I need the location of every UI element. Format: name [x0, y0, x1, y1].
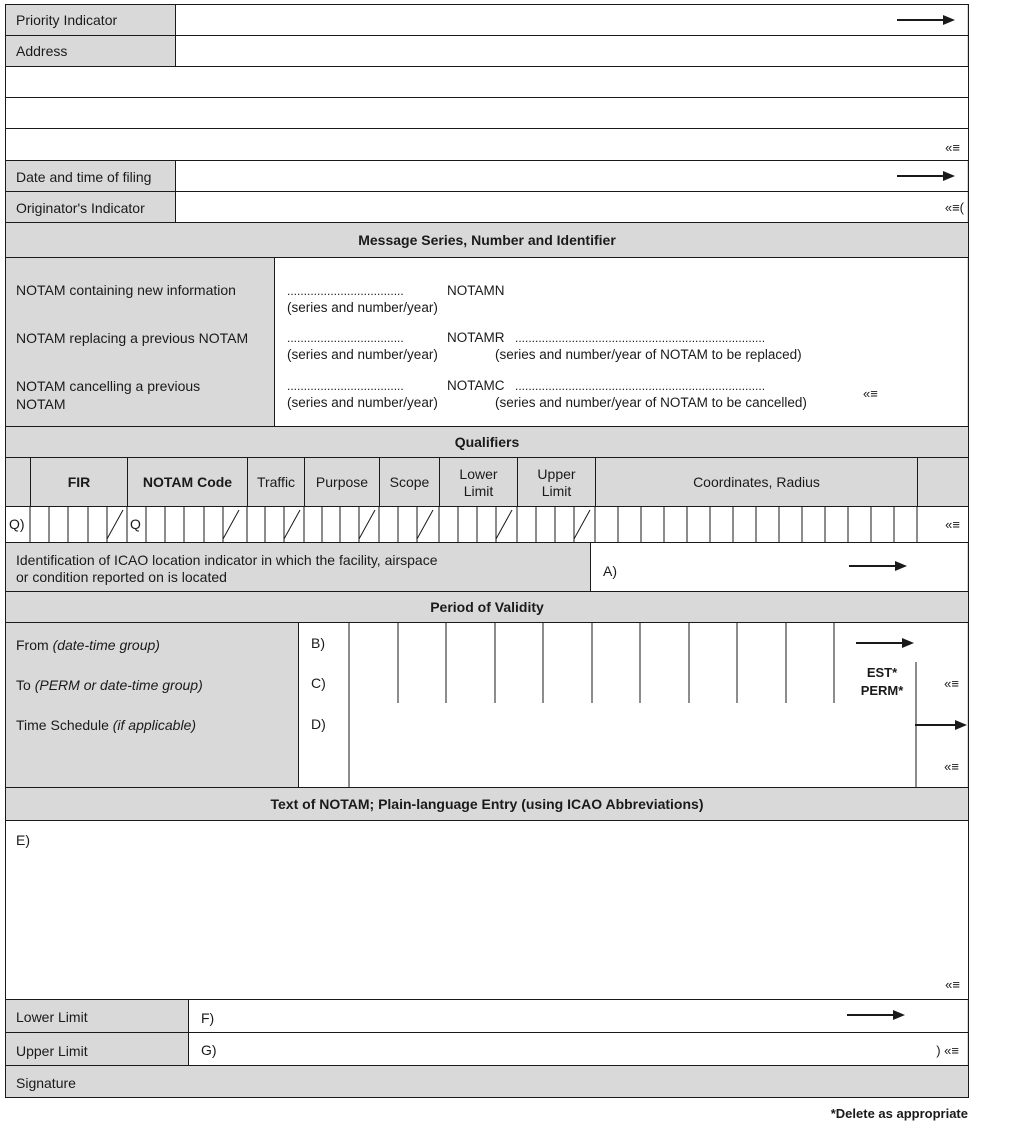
- arrow-right-icon: [915, 719, 967, 731]
- field-e-label: E): [16, 832, 30, 848]
- q-prefix: Q): [9, 516, 25, 532]
- address-field-1[interactable]: [175, 36, 967, 66]
- col-lower-limit: [439, 458, 517, 506]
- originator-indicator-label: Originator's Indicator: [16, 200, 145, 216]
- lower-limit-label: Lower Limit: [16, 1009, 88, 1025]
- col-notam-code-label: NOTAM Code: [142, 474, 233, 490]
- date-time-filing-field[interactable]: [175, 161, 967, 191]
- field-d-continuation-row[interactable]: [298, 745, 967, 788]
- notamn-dots: ...................................: [287, 284, 404, 298]
- end-of-line-icon: «≡: [863, 386, 878, 401]
- field-c-label: C): [311, 675, 326, 691]
- schedule-label-hint: (if applicable): [112, 717, 197, 733]
- notamc-ref-dots: ...........................................................................: [515, 379, 766, 393]
- end-of-line-icon: «≡: [945, 517, 960, 532]
- to-label: [16, 677, 203, 693]
- close-paren-end-of-line-icon: ) «≡: [936, 1043, 959, 1058]
- notamr-code: NOTAMR: [447, 330, 505, 345]
- address-field-4[interactable]: [5, 128, 969, 161]
- field-d-grid: [299, 703, 967, 746]
- from-label-text: From: [16, 637, 53, 653]
- validity-header: [5, 591, 969, 623]
- location-label-1: Identification of ICAO location indicator in which the facility, airspace: [16, 552, 438, 568]
- field-b-row[interactable]: [298, 623, 967, 663]
- field-a-label: A): [603, 563, 617, 579]
- to-label-text: To: [16, 677, 35, 693]
- notam-cancel-label-1: NOTAM cancelling a previous: [16, 378, 201, 394]
- date-time-filing-label: Date and time of filing: [16, 169, 152, 185]
- col-coordinates: [595, 458, 917, 506]
- qualifiers-entry-grid: [6, 507, 968, 542]
- notamn-series-note: (series and number/year): [287, 300, 438, 315]
- field-d-continuation-grid: [299, 745, 967, 788]
- col-upper-limit-label-1: Upper: [537, 466, 576, 482]
- message-series-entry[interactable]: [274, 258, 967, 426]
- col-scope: [379, 458, 439, 506]
- text-title: Text of NOTAM; Plain-language Entry (using ICAO Abbreviations): [270, 796, 704, 812]
- footnote: *Delete as appropriate: [830, 1106, 968, 1121]
- col-purpose-label: Purpose: [315, 474, 369, 490]
- field-g[interactable]: [188, 1033, 967, 1065]
- signature-row[interactable]: [5, 1065, 969, 1098]
- arrow-right-icon: [856, 637, 914, 649]
- col-scope-label: Scope: [389, 474, 430, 490]
- notamc-series-note: (series and number/year): [287, 395, 438, 410]
- notamc-cancelled-note: (series and number/year of NOTAM to be cancelled): [495, 395, 807, 410]
- notamr-series-note: (series and number/year): [287, 347, 438, 362]
- qualifiers-title: Qualifiers: [454, 434, 520, 450]
- arrow-right-icon: [849, 560, 907, 572]
- text-header: [5, 787, 969, 821]
- priority-indicator-field[interactable]: [175, 5, 967, 35]
- schedule-label: [16, 717, 196, 733]
- col-fir-label: FIR: [67, 474, 91, 490]
- field-f-label: F): [201, 1010, 215, 1026]
- validity-title: Period of Validity: [430, 599, 544, 615]
- end-of-line-icon: «≡: [944, 759, 959, 774]
- col-purpose: [304, 458, 379, 506]
- notamr-replaced-note: (series and number/year of NOTAM to be replaced): [495, 347, 802, 362]
- qualifiers-entry-row[interactable]: [5, 506, 969, 543]
- field-d-label: D): [311, 716, 326, 732]
- notamn-code: NOTAMN: [447, 283, 505, 298]
- col-lower-limit-label-1: Lower: [459, 466, 498, 482]
- to-label-hint: (PERM or date-time group): [34, 677, 203, 693]
- field-f[interactable]: [188, 1000, 967, 1032]
- col-eol: [917, 458, 968, 506]
- qualifiers-header: [5, 426, 969, 458]
- col-notam-code: [127, 458, 247, 506]
- location-label-2: or condition reported on is located: [16, 569, 227, 585]
- col-coordinates-label: Coordinates, Radius: [693, 474, 820, 490]
- notam-new-label: NOTAM containing new information: [16, 282, 236, 298]
- address-field-2[interactable]: [5, 66, 969, 98]
- col-traffic-label: Traffic: [256, 474, 296, 490]
- schedule-label-text: Time Schedule: [16, 717, 113, 733]
- priority-indicator-label: Priority Indicator: [16, 12, 118, 28]
- signature-label: Signature: [16, 1075, 76, 1091]
- arrow-right-icon: [847, 1009, 905, 1021]
- location-field[interactable]: [590, 543, 967, 591]
- arrow-right-icon: [897, 14, 955, 26]
- notam-replace-label: NOTAM replacing a previous NOTAM: [16, 330, 249, 346]
- field-g-label: G): [201, 1042, 217, 1058]
- notamr-ref-dots: ...........................................................................: [515, 331, 766, 345]
- field-b-label: B): [311, 635, 325, 651]
- q-code-prefix: Q: [130, 516, 141, 532]
- field-d-row[interactable]: [298, 703, 967, 746]
- upper-limit-label: Upper Limit: [16, 1043, 88, 1059]
- originator-indicator-field[interactable]: [175, 192, 967, 222]
- address-field-3[interactable]: [5, 97, 969, 129]
- end-of-line-icon: «≡: [945, 140, 960, 155]
- end-of-line-paren-icon: «≡(: [944, 200, 964, 215]
- end-of-line-icon: «≡: [944, 676, 959, 691]
- field-c-row[interactable]: [298, 662, 967, 704]
- from-label-hint: (date-time group): [52, 637, 160, 653]
- field-e-textarea[interactable]: [5, 820, 969, 1000]
- col-lower-limit-label-2: Limit: [463, 483, 494, 499]
- qualifiers-column-header: [5, 457, 969, 507]
- notamc-code: NOTAMC: [447, 378, 505, 393]
- from-label: [16, 637, 160, 653]
- end-of-line-icon: «≡: [945, 977, 960, 992]
- notam-cancel-label-2: NOTAM: [16, 396, 66, 412]
- message-series-title: Message Series, Number and Identifier: [358, 232, 616, 248]
- col-traffic: [247, 458, 304, 506]
- col-upper-limit: [517, 458, 595, 506]
- address-label: Address: [16, 43, 68, 59]
- col-upper-limit-label-2: Limit: [541, 483, 572, 499]
- notamc-dots: ...................................: [287, 379, 404, 393]
- message-series-header: [5, 222, 969, 258]
- perm-option[interactable]: PERM*: [860, 683, 904, 698]
- notamr-dots: ...................................: [287, 331, 404, 345]
- col-fir: [30, 458, 127, 506]
- arrow-right-icon: [897, 170, 955, 182]
- est-option[interactable]: EST*: [866, 665, 898, 680]
